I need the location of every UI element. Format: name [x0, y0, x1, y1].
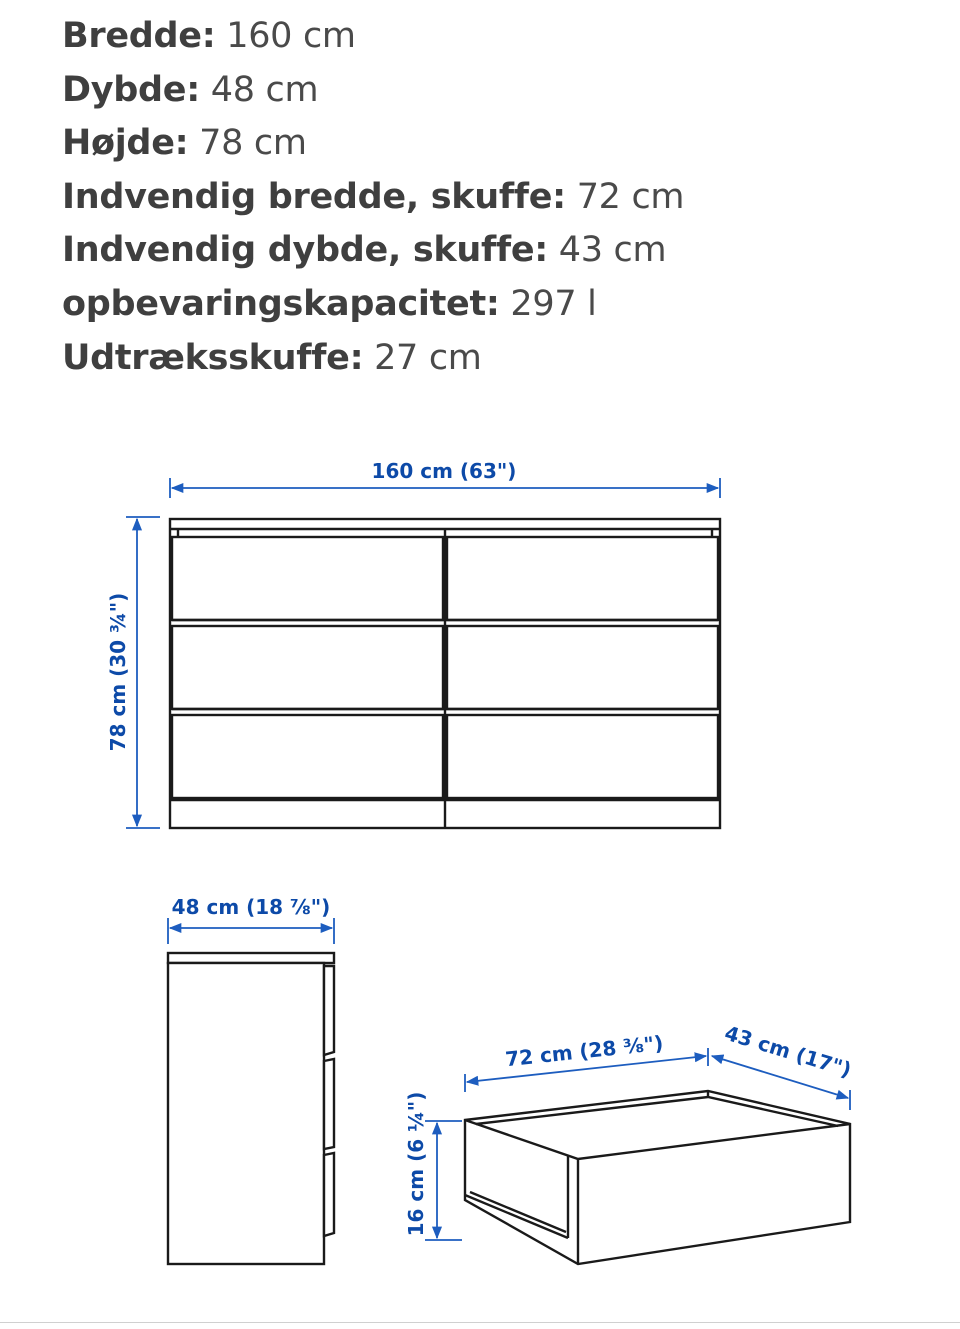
front-width-label: 160 cm (63") — [371, 459, 517, 483]
side-depth-label: 48 cm (18 ⅞") — [171, 895, 331, 919]
drawer-front — [172, 715, 443, 798]
drawer-front — [447, 626, 718, 709]
drawer-depth-label: 43 cm (17") — [721, 1020, 855, 1082]
spec-label: Indvendig dybde, skuffe: — [62, 230, 548, 271]
side-drawer-front — [324, 1059, 334, 1149]
spec-label: Bredde: — [62, 16, 216, 56]
front-height-label: 78 cm (30 ¾") — [106, 592, 130, 752]
spec-value: 78 cm — [199, 123, 307, 164]
drawer-height-label: 16 cm (6 ¼") — [404, 1091, 428, 1237]
spec-label: Udtræksskuffe: — [62, 337, 364, 378]
front-view — [106, 459, 720, 828]
front-height-dimension — [106, 517, 160, 828]
side-depth-dimension — [168, 895, 334, 944]
drawer-front — [447, 715, 718, 798]
spec-value: 72 cm — [576, 176, 685, 217]
side-carcass-outline — [168, 963, 324, 1264]
side-drawer-front — [324, 1153, 334, 1236]
drawer-height-dimension — [404, 1092, 462, 1240]
drawer-width-label: 72 cm (28 ⅜") — [504, 1030, 665, 1072]
drawer-front — [172, 626, 443, 709]
spec-label: opbevaringskapacitet: — [62, 283, 500, 324]
spec-label: Højde: — [62, 123, 189, 164]
drawer-front — [447, 537, 718, 620]
spec-value: 160 cm — [226, 16, 356, 56]
drawer-view — [404, 1021, 854, 1264]
divider — [0, 1322, 960, 1323]
spec-label: Indvendig bredde, skuffe: — [62, 176, 566, 217]
side-drawer-front — [324, 966, 334, 1055]
spec-value: 27 cm — [374, 337, 482, 378]
spec-value: 297 l — [510, 283, 597, 324]
front-width-dimension — [170, 459, 720, 498]
spec-value: 43 cm — [558, 230, 667, 271]
spec-value: 48 cm — [210, 69, 319, 110]
drawer-front — [172, 537, 443, 620]
drawer-width-dimension — [465, 1031, 708, 1092]
spec-label: Dybde: — [62, 69, 200, 110]
side-top-panel — [168, 953, 334, 963]
side-view — [168, 895, 334, 1264]
